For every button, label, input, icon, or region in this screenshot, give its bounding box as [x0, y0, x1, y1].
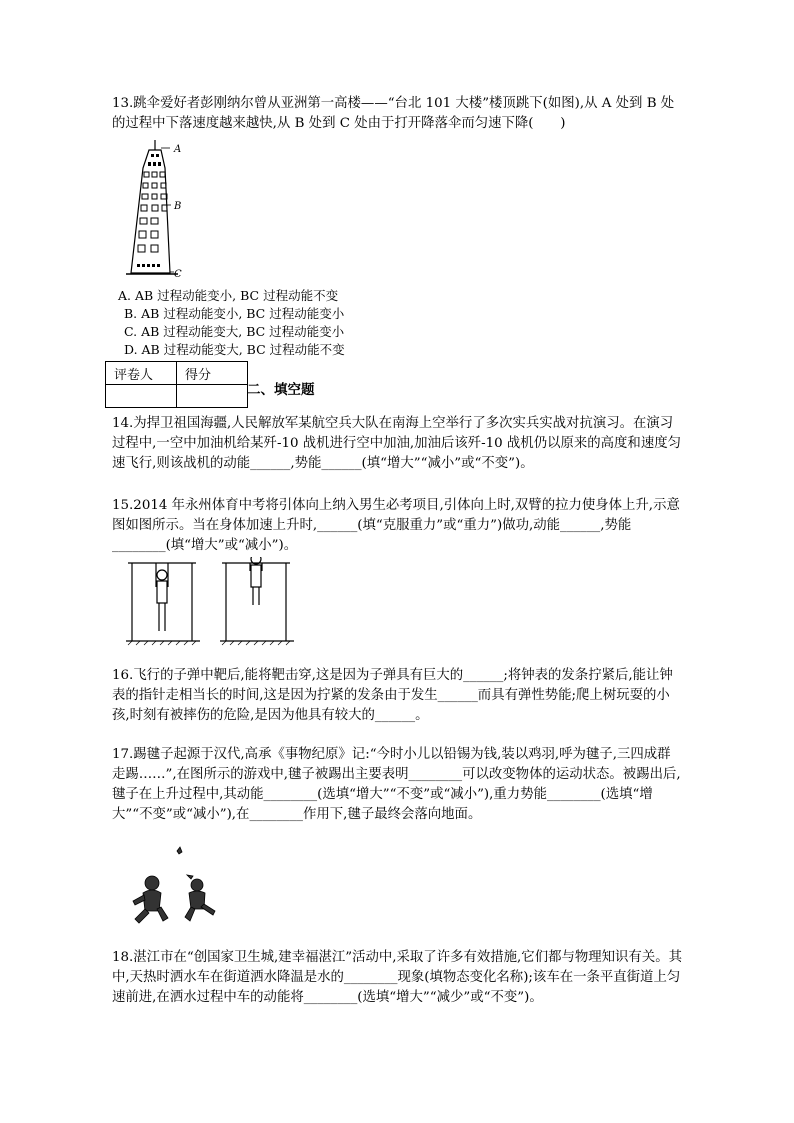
- question-17: 17.踢毽子起源于汉代,高承《事物纪原》记:“今时小儿以铅锡为钱,装以鸡羽,呼为毽子,三四成群走踢……”,在图所示的游戏中,毽子被踢出主要表明________可以改变物体的运动状态。被踢出后,毽子在上升过程中,其动能________(选填“增大”“不变”或“减小”),重力势能________(选填“增大”“不变”或“减小”),在________作用下,毽子最终会落向地面。: [112, 747, 681, 822]
- pull-up-figure: [126, 557, 296, 647]
- shuttlecock-figure: [125, 845, 235, 930]
- question-15: 15.2014 年永州体育中考将引体向上纳入男生必考项目,引体向上时,双臂的拉力使身体上升,示意图如图所示。当在身体加速上升时,______(填“克服重力”或“重力”)做功,动能______,势能________(填“增大”或“减小”)。: [112, 498, 680, 553]
- score-cell[interactable]: [177, 385, 248, 408]
- question-13-options: [118, 287, 345, 359]
- question-18: 18.湛江市在“创国家卫生城,建幸福湛江”活动中,采取了许多有效措施,它们都与物理知识有关。其中,天热时洒水车在街道洒水降温是水的________现象(填物态变化名称);该车在一条平直街道上匀速前进,在洒水过程中车的动能将________(选填“增大”“减少”或“不变”)。: [112, 950, 682, 1005]
- option-d[interactable]: D. AB 过程动能变大, BC 过程动能不变: [124, 342, 345, 357]
- label-b: B: [174, 201, 182, 212]
- label-a: A: [174, 144, 182, 155]
- option-c[interactable]: C. AB 过程动能变大, BC 过程动能变小: [124, 324, 345, 339]
- score-table: [105, 361, 248, 408]
- grader-header: 评卷人: [106, 362, 177, 385]
- taipei-101-figure: [118, 138, 198, 278]
- option-b[interactable]: B. AB 过程动能变小, BC 过程动能变小: [124, 306, 345, 321]
- section-title: 二、填空题: [247, 382, 315, 398]
- grader-cell[interactable]: [106, 385, 177, 408]
- question-14: 14.为捍卫祖国海疆,人民解放军某航空兵大队在南海上空举行了多次实兵实战对抗演习。在演习过程中,一空中加油机给某歼-10 战机进行空中加油,加油后该歼-10 战机仍以原来的高度和速度匀速飞行,则该战机的动能______,势能______(填“增大”“减小”或“不变”)。: [112, 416, 681, 471]
- question-16: 16.飞行的子弹中靶后,能将靶击穿,这是因为子弹具有巨大的______;将钟表的发条拧紧后,能让钟表的指针走相当长的时间,这是因为拧紧的发条由于发生______而具有弹性势能;爬上树玩耍的小孩,时刻有被摔伤的危险,是因为他具有较大的______。: [112, 668, 673, 723]
- score-header: 得分: [177, 362, 248, 385]
- option-a[interactable]: A. AB 过程动能变小, BC 过程动能不变: [118, 288, 339, 303]
- label-c: C: [174, 269, 182, 278]
- question-13: 13.跳伞爱好者彭刚纳尔曾从亚洲第一高楼——“台北 101 大楼”楼顶跳下(如图),从 A 处到 B 处的过程中下落速度越来越快,从 B 处到 C 处由于打开降落伞而匀速下降( ): [112, 96, 675, 131]
